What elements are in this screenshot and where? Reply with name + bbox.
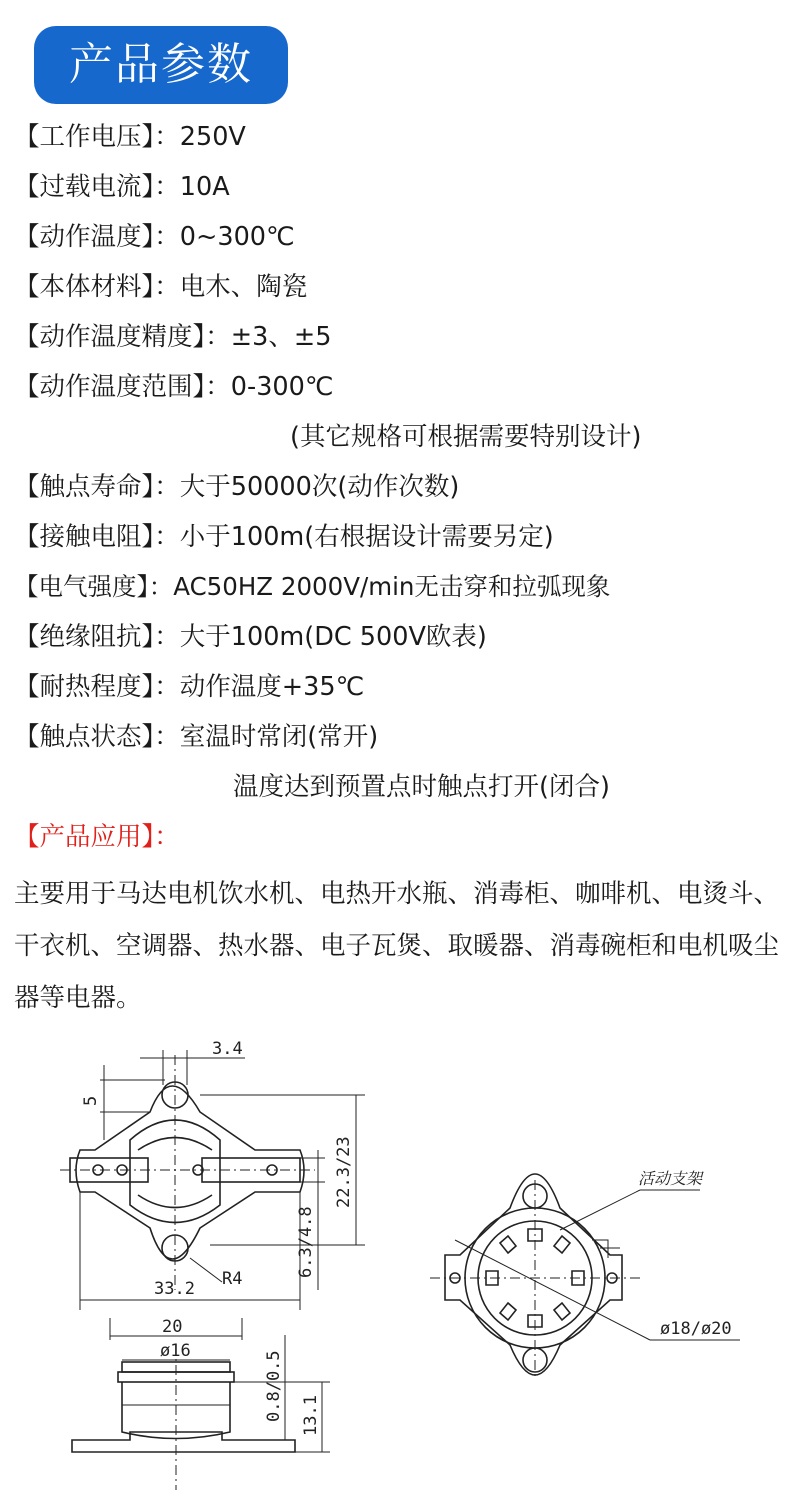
param-value: 电木、陶瓷	[179, 272, 308, 302]
param-label: 【动作温度范围】：	[14, 372, 231, 402]
dim-16-label: ø16	[160, 1341, 191, 1361]
dim-6-3-4-8-label: 6.3/4.8	[296, 1206, 316, 1278]
param-label: 【电气强度】：	[14, 572, 174, 601]
param-label: 【本体材料】：	[14, 272, 180, 302]
param-row-overload-current	[14, 172, 230, 202]
param-row-action-temperature	[14, 222, 295, 252]
dim-r4-label: R4	[222, 1269, 243, 1289]
param-row-temperature-range	[14, 372, 334, 402]
param-value: 10A	[179, 172, 230, 202]
top-flange-outline	[445, 1174, 622, 1375]
front-view	[60, 1039, 365, 1310]
section-title-badge: 产品参数	[34, 26, 288, 104]
param-value: 大于100m(DC 500V欧表)	[179, 622, 487, 652]
param-label: 【过载电流】：	[14, 172, 180, 202]
param-value: ±3、±5	[230, 322, 332, 352]
param-value: 大于50000次(动作次数)	[179, 472, 460, 502]
param-label: 【绝缘阻抗】：	[14, 622, 180, 652]
param-row-body-material	[14, 272, 307, 302]
param-value: 0-300℃	[230, 372, 334, 402]
param-value: 小于100m(右根据设计需要另定)	[179, 522, 554, 552]
param-value: 0~300℃	[179, 222, 295, 252]
param-label: 【动作温度精度】：	[14, 322, 231, 352]
label-movable-bracket: 活动支架	[638, 1169, 703, 1188]
dim-33-2-label: 33.2	[154, 1279, 195, 1299]
param-value: 室温时常闭(常开)	[179, 722, 379, 752]
application-text: 主要用于马达电机饮水机、电热开水瓶、消毒柜、咖啡机、电烫斗、干衣机、空调器、热水器、电子瓦煲、取暖器、消毒碗柜和电机吸尘器等电器。	[14, 879, 780, 1013]
param-row-contact-life	[14, 472, 459, 502]
param-label: 【耐热程度】：	[14, 672, 180, 702]
dim-13-1-label: 13.1	[301, 1395, 321, 1436]
dim-20-label: 20	[162, 1317, 183, 1337]
dim-18-20-label: ø18/ø20	[660, 1319, 732, 1339]
param-label: 【动作温度】：	[14, 222, 180, 252]
param-value: AC50HZ 2000V/min无击穿和拉弧现象	[173, 572, 611, 601]
param-label: 【工作电压】：	[14, 122, 180, 152]
param-value: 动作温度+35℃	[179, 672, 365, 702]
range-note: (其它规格可根据需要特别设计)	[290, 422, 642, 452]
dim-3-4-label: 3.4	[212, 1039, 243, 1059]
dim-0-8-0-5-label: 0.8/0.5	[264, 1350, 284, 1422]
param-row-temperature-accuracy	[14, 322, 331, 352]
param-row-voltage	[14, 122, 246, 152]
param-label: 【接触电阻】：	[14, 522, 180, 552]
param-row-dielectric-strength	[14, 572, 610, 602]
dim-5-label: 5	[81, 1095, 101, 1106]
dim-22-3-23-label: 22.3/23	[334, 1136, 354, 1208]
param-row-heat-resistance	[14, 672, 364, 702]
top-view	[430, 1169, 740, 1380]
dimension-drawing	[0, 1025, 790, 1500]
param-row-insulation-resistance	[14, 622, 487, 652]
state-note: 温度达到预置点时触点打开(闭合)	[233, 772, 610, 802]
param-value: 250V	[179, 122, 246, 152]
side-flange	[72, 1432, 295, 1452]
side-view	[72, 1317, 330, 1490]
param-row-contact-state	[14, 722, 378, 752]
param-label: 【触点状态】：	[14, 722, 180, 752]
param-label: 【触点寿命】：	[14, 472, 180, 502]
param-row-contact-resistance	[14, 522, 554, 552]
bracket-leader	[560, 1190, 640, 1230]
application-heading: 【产品应用】：	[14, 822, 180, 852]
